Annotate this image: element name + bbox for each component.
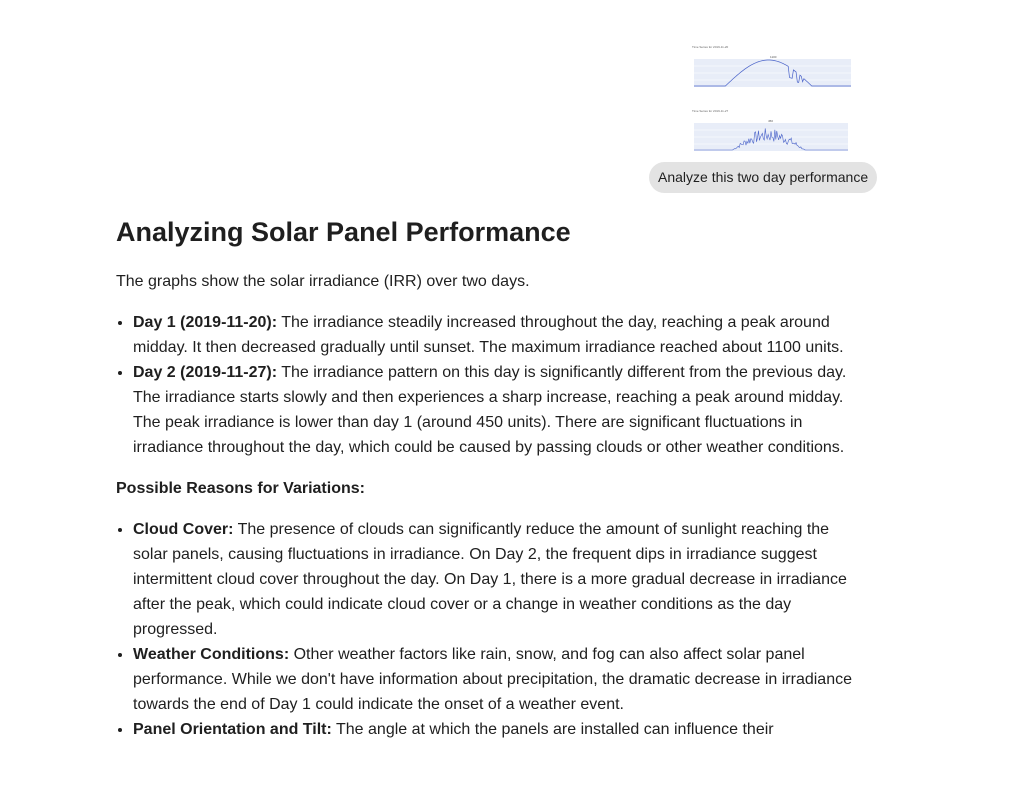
response-heading: Analyzing Solar Panel Performance	[116, 217, 571, 247]
list-item-label: Panel Orientation and Tilt:	[133, 721, 332, 738]
attachment-chart-svg	[690, 110, 854, 154]
attachment-title: Time Series for 2019-11-20	[692, 45, 729, 49]
user-message-bubble: Analyze this two day performance	[649, 162, 877, 193]
attachment-chart-day1[interactable]	[690, 46, 854, 90]
list-item	[133, 360, 868, 460]
list-item-text: The presence of clouds can significantly reduce the amount of sunlight reaching the solar panels, causing fluctuations in irradiance. On Day 2, the frequent dips in irradiance suggest intermittent cloud cover throughout the day. On Day 1, there is a more gradual decrease in irradiance after the peak, which could indicate cloud cover or a change in weather conditions as the day progressed.	[133, 521, 847, 638]
response-intro: The graphs show the solar irradiance (IRR) over two days.	[116, 273, 530, 290]
reasons-list	[116, 517, 868, 742]
day-list	[116, 310, 868, 460]
attachment-chart-day2[interactable]	[690, 110, 854, 154]
list-item-label: Day 2 (2019-11-27):	[133, 364, 278, 381]
list-item	[133, 517, 868, 642]
list-item	[133, 717, 868, 742]
peak-label: 450	[768, 119, 774, 123]
list-item-label: Weather Conditions:	[133, 646, 290, 663]
peak-label: 1100	[770, 55, 777, 59]
attachment-chart-svg	[690, 46, 854, 90]
list-item-label: Day 1 (2019-11-20):	[133, 314, 278, 331]
list-item-text: The angle at which the panels are installed can influence their	[331, 721, 774, 738]
attachments	[690, 46, 858, 174]
reasons-heading: Possible Reasons for Variations:	[116, 480, 365, 497]
list-item-text: The irradiance steadily increased throughout the day, reaching a peak around midday. It then decreased gradually until sunset. The maximum irradiance reached about 1100 units.	[133, 314, 844, 356]
list-item-text: The irradiance pattern on this day is significantly different from the previous day. The irradiance starts slowly and then experiences a sharp increase, reaching a peak around midday. The peak irradiance is lower than day 1 (around 450 units). There are significant fluctuations in irradiance throughout the day, which could be caused by passing clouds or other weather conditions.	[133, 364, 847, 456]
list-item	[133, 310, 868, 360]
assistant-response	[116, 214, 868, 758]
list-item-label: Cloud Cover:	[133, 521, 234, 538]
list-item-text: Other weather factors like rain, snow, and fog can also affect solar panel performance. While we don't have information about precipitation, the dramatic decrease in irradiance towards the end of Day 1 could indicate the onset of a weather event.	[133, 646, 852, 713]
attachment-title: Time Series for 2019-11-27	[692, 109, 729, 113]
list-item	[133, 642, 868, 717]
